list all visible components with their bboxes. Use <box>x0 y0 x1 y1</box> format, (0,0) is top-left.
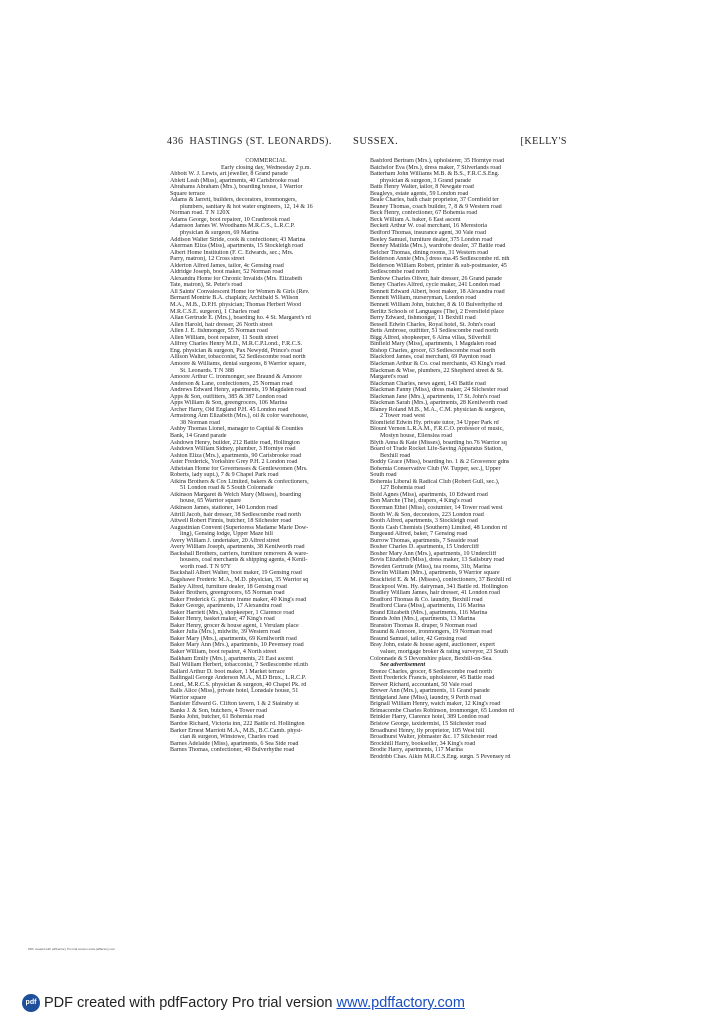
footer-label: PDF created with pdfFactory Pro trial version <box>44 995 333 1011</box>
directory-entry-line: Beale Charles, bath chair proprietor, 37 Cornfield ter <box>370 197 499 204</box>
directory-entry-line: ling), Gensing lodge, Upper Maze hill <box>180 531 273 538</box>
directory-entry-line: Roberts, lady supt.), 7 & 9 Chapel Park road <box>170 472 279 479</box>
directory-entry-line: physician & surgeon, 3 Grand parade <box>380 177 471 184</box>
directory-entry-line: Brodribb Chas. Aikin M.R.C.S.Eng. surgn. 5 Pevensey rd <box>370 753 511 760</box>
directory-entry-line: Balls Alice (Miss), private hotel, Lonsdale house, 51 <box>170 688 299 695</box>
directory-entry-line: Blackman Arthur & Co. coal merchants, 43 King's road <box>370 360 506 367</box>
directory-entry-line: Colonnade & 5 Devonshire place, Bexhill-on-Sea. <box>370 655 493 662</box>
directory-entry-line: Blyth Anna & Kate (Misses), boarding ho.76 Warrior sq <box>370 439 507 446</box>
directory-entry-line: Brockhill Harry, bookseller, 34 King's road <box>370 740 476 747</box>
directory-entry-line: Andrews Edward Henry, apartments, 19 Magdalen road <box>170 387 306 394</box>
directory-entry-line: Bagshawe Frederic M.A., M.D. physician, 35 Warrior sq <box>170 577 309 583</box>
directory-entry-line: Aster Frederick, Yorkshire Grey P.H. 2 London road <box>170 459 298 466</box>
directory-entry-line: Blount Vernon L.R.A.M., F.R.C.O. professor of music, <box>370 426 504 433</box>
directory-entry-line: Banks J. & Son, butchers, 4 Tower road <box>170 707 267 714</box>
directory-entry-line: Brodie Harry, apartments, 117 Marina <box>370 747 463 754</box>
directory-entry-line: 2 Tower road west <box>380 413 425 420</box>
directory-entry-line: Armstrong Ann Elizabeth (Mrs.), oil & color warehouse, <box>170 413 309 420</box>
directory-entry-line: Board of Trade Rocket Life-Saving Apparatus Station, <box>370 446 503 453</box>
directory-entry-line: Broadhurst Walter, jobmaster &c. 17 Silchester road <box>370 734 498 741</box>
directory-entry-line: Atkinson James, stationer, 140 London road <box>170 504 278 511</box>
directory-entry-line: Barnes Thomas, confectioner, 49 Bulverhythe road <box>170 747 295 754</box>
directory-entry-line: Eng. physician & surgeon, Pax Newydd, Prince's road <box>170 347 302 354</box>
directory-entry-line: Binfield Mary (Miss), apartments, 1 Magdalen road <box>370 341 497 348</box>
directory-entry-line: Bovis Elizabeth (Miss), dress maker, 13 Salisbury road <box>370 557 505 564</box>
directory-entry-line: Norman road. T N 120X <box>170 210 230 217</box>
directory-entry-line: Brimacombe Charles Robinson, ironmonger, 65 London rd <box>370 707 514 714</box>
directory-entry-line: Breeze Charles, grocer, 8 Sedlescombe road north <box>370 668 492 675</box>
directory-entry-line: Barker Ernest Marriott M.A., M.B., B.C.Camb. physi- <box>170 727 303 734</box>
directory-entry-line: Brett Frederick Francis, upholsterer, 45 Battle road <box>370 675 495 682</box>
directory-entry-line: Beney Charles Alfred, cycle maker, 241 London road <box>370 282 501 289</box>
directory-entry-line: Beagleys, estate agents, 59 London road <box>370 190 469 197</box>
directory-entry-line: Atkinson Margaret & Welch Mary (Misses), boarding <box>170 491 302 498</box>
directory-entry-line: Broadhurst Henry, fly proprietor, 105 West hill <box>370 727 485 734</box>
directory-entry-line: Abbott W. J. Lewis, art jeweller, 8 Grand parade <box>170 171 288 178</box>
directory-entry-line: physician & surgeon, 69 Marina <box>180 230 259 237</box>
directory-entry-line: house, 65 Warrior square <box>180 498 241 505</box>
directory-entry-line: Allfrey Charles Henry M.D., M.R.C.P.Lond., F.R.C.S. <box>170 341 303 348</box>
directory-entry-line: Bailey Alfred, furniture dealer, 18 Gensing road <box>170 583 287 590</box>
directory-entry-line: Bosher Mary Ann (Mrs.), apartments, 10 Undercliff <box>370 550 497 557</box>
directory-entry-line: Benbow Charles Oliver, hair dresser, 26 Grand parade <box>370 275 503 282</box>
directory-entry-line: housers, coal merchants & shipping agents, 4 Kenil- <box>180 557 308 564</box>
directory-entry-line: Bank, 14 Grand parade <box>170 432 227 439</box>
directory-entry-line: Ablett Leah (Miss), apartments, 40 Carisbrooke road <box>170 177 299 184</box>
directory-entry-line: Boorman Ethel (Miss), costumier, 14 Tower road west <box>370 504 503 511</box>
directory-entry-line: Blackman Fanny (Miss), dress maker, 24 Silchester road <box>370 387 509 394</box>
directory-entry-line: Baker William, boot repairer, 4 North street <box>170 649 277 656</box>
directory-entry-line: Blackman Jane (Mrs.), apartments, 17 St. John's road <box>370 393 500 400</box>
directory-entry-line: Brewer Richard, accountant, 50 Vale road <box>370 681 472 688</box>
directory-entry-line: Booth Alfred, apartments, 3 Stockleigh road <box>370 518 478 525</box>
page-header <box>167 136 567 152</box>
directory-entry-line: Lond., M.R.C.S. physician & surgeon, 40 Chapel Pk. rd <box>170 681 307 688</box>
tiny-watermark-note: PDF created with pdfFactory Pro trial version www.pdffactory.com <box>28 947 116 951</box>
directory-entry-line: Betts Ambrose, outfitter, 51 Sedlescombe road north <box>370 328 499 335</box>
footer-link[interactable]: www.pdffactory.com <box>336 995 465 1011</box>
directory-entry-line: Backshall Albert Walter, boot maker, 19 Gensing road <box>170 570 302 577</box>
directory-entry-line: Adams George, boot repairer, 10 Cranbrook road <box>170 216 290 223</box>
directory-entry-line: Brackpool Wm. Hy. dairyman, 341 Battle rd. Hollington <box>370 583 508 590</box>
directory-entry-line: Allen William, boot repairer, 11 South street <box>170 334 279 341</box>
directory-entry-line: Bohemia Conservative Club (W. Tupper, sec.), Upper <box>370 465 501 472</box>
directory-entry-line: Baker Mary (Mrs.), apartments, 69 Kenilworth road <box>170 635 297 642</box>
county-name: SUSSEX. <box>353 136 399 147</box>
directory-entry-line: Bradley William James, hair dresser, 41 London road <box>370 590 500 597</box>
directory-entry-line: Atheistan Home for Governesses & Gentlewomen (Mrs. <box>170 465 308 472</box>
directory-entry-line: Berlitz Schools of Languages (The), 2 Eversfield place <box>370 308 505 315</box>
directory-entry-line: Balkham Emily (Mrs.), apartments, 21 East ascent <box>170 655 294 662</box>
directory-entry-line: Batterham John Williams M.B. & B.S., F.R.C.S.Eng. <box>370 171 500 178</box>
directory-entry-line: Baker Henry, basket maker, 47 King's road <box>170 616 275 623</box>
directory-entry-line: Baker Harriett (Mrs.), shopkeeper, 1 Clarence road <box>170 609 295 616</box>
page-number: 436 <box>167 136 184 147</box>
town-name: HASTINGS (ST. LEONARDS). <box>189 136 332 147</box>
directory-entry-line: Allen J. E. fishmonger, 55 Norman road <box>170 328 268 335</box>
directory-entry-line: Berry Edward, fishmonger, 11 Bexhill road <box>370 315 476 322</box>
right-directory-column <box>370 158 570 760</box>
directory-entry-line: Baker George, apartments, 17 Alexandra road <box>170 603 282 610</box>
directory-entry-line: Boots Cash Chemists (Southern) Limited, 48 London rd <box>370 524 507 531</box>
directory-entry-line: Brignall William Henry, watch maker, 12 King's road <box>370 701 501 708</box>
directory-entry-line: Bold Agnes (Miss), apartments, 10 Edward road <box>370 491 488 498</box>
directory-entry-line: Bowden Gertrude (Miss), tea rooms, 31b, Marina <box>370 563 491 570</box>
section-heading: COMMERCIAL <box>245 158 287 164</box>
directory-entry-line: Braund Samuel, tailor, 42 Gensing road <box>370 635 467 642</box>
directory-entry-line: Batchelor Eva (Mrs.), dress maker, 7 Silverlands road <box>370 164 502 171</box>
directory-entry-line: Bessell Edwin Charles, Royal hotel, St. John's road <box>370 321 495 328</box>
pdf-footer <box>22 992 712 1016</box>
directory-entry-line: Bishop Charles, grocer, 63 Sedlescombe road north <box>370 347 496 354</box>
directory-entry-line: Bradford Clara (Miss), apartments, 116 Marina <box>370 603 486 610</box>
directory-entry-line: Blomfield Edwin Hy. private tutor, 34 Upper Park rd <box>370 419 499 426</box>
directory-entry-line: Bohemia Liberal & Radical Club (Robert Gull, sec.), <box>370 478 500 485</box>
directory-entry-line: Adamson James W. Woodhams M.R.C.S., L.R.C.P. <box>170 223 295 230</box>
directory-entry-line: Anderson & Lane, confectioners, 25 Norman road <box>170 380 293 387</box>
directory-entry-line: Bardoe Richard, Victoria inn, 222 Battle rd. Hollington <box>170 721 305 728</box>
directory-entry-line: plumbers, sanitary & hot water engineers, 12, 14 & 16 <box>180 203 313 210</box>
directory-entry-line: Apps William & Son, greengrocers, 106 Marina <box>170 400 288 407</box>
directory-entry-line: 51 London road & 5 South Colonnade <box>180 485 274 492</box>
directory-entry-line: Beeney Matilda (Mrs.), wardrobe dealer, 37 Battle road <box>370 243 506 250</box>
directory-entry-line: Parry, matron), 12 Cross street <box>170 256 245 263</box>
directory-entry-line: Bosher Charles D. apartments, 15 Undercliff <box>370 544 480 551</box>
directory-entry-line: See advertisement <box>380 662 426 669</box>
directory-entry-line: Baker Julia (Mrs.), midwife, 39 Western road <box>170 629 281 636</box>
publisher-name: [KELLY'S <box>520 136 567 147</box>
directory-entry-line: Ball William Herbert, tobacconist, 7 Sedlescombe rd.nth <box>170 662 308 669</box>
directory-entry-line: Allen Harold, hair dresser, 26 North street <box>170 321 273 328</box>
directory-entry-line: Blackman Charles, news agent, 143 Battle road <box>370 380 486 387</box>
directory-entry-line: Burgeaud Alfred, baker, 7 Gensing road <box>370 531 468 538</box>
left-directory-column <box>170 158 362 754</box>
directory-entry-line: Brands John (Mrs.), apartments, 13 Marina <box>370 616 476 623</box>
directory-entry-line: Adams & Jarrett, builders, decorators, ironmongers, <box>170 197 297 204</box>
page-number-and-town <box>167 136 332 147</box>
directory-entry-line: Baker Henry, grocer & house agent, 1 Verulam place <box>170 622 299 629</box>
directory-entry-line: valuer, mortgage broker & rating surveyor, 23 South <box>380 649 508 656</box>
directory-entry-line: 38 Norman road <box>180 419 220 426</box>
directory-entry-line: cian & surgeon, Winstowe, Charles road <box>180 734 279 741</box>
directory-entry-line: Margaret's road <box>370 374 409 381</box>
directory-entry-line: Banister Edward G. Clifton tavern, 1 & 2 Stainsby st <box>170 701 299 708</box>
directory-entry-line: Ashton Eliza (Mrs.), apartments, 90 Carisbrooke road <box>170 452 302 459</box>
directory-entry-line: All Saints' Convalescent Home for Women & Girls (Rev. <box>170 288 310 295</box>
directory-entry-line: Baker Mary Ann (Mrs.), apartments, 10 Pevensey road <box>170 642 304 649</box>
directory-entry-line: Abrahams Abraham (Mrs.), boarding house, 1 Warrior <box>170 184 303 191</box>
directory-entry-line: Belderson William Robert, printer & sub-postmaster, 45 <box>370 262 507 269</box>
directory-entry-line: Akerman Eliza (Miss), apartments, 15 Stockleigh road <box>170 243 304 250</box>
directory-entry-line: Square terrace <box>170 190 206 197</box>
directory-entry-line: Beaney Thomas, coach builder, 7, 8 & 9 Western road <box>370 203 502 210</box>
directory-entry-line: Blackman Sarah (Mrs.), apartments, 28 Kenilworth road <box>370 400 508 407</box>
directory-entry-line: Aldridge Joseph, boot maker, 52 Norman road <box>170 269 284 276</box>
directory-entry-line: Bashford Bertram (Mrs.), upholsterer, 35 Horntye road <box>370 158 504 164</box>
directory-entry-line: St. Leonards. T N 388 <box>180 367 234 374</box>
directory-entry-line: Avery William Joseph, apartments, 38 Kenilworth road <box>170 544 305 551</box>
directory-entry-line: Ashby Thomas Lionel, manager to Capital & Counties <box>170 426 304 433</box>
directory-entry-line: Barnes Adelaide (Miss), apartments, 6 Sea Side road <box>170 740 299 747</box>
directory-entry-line: Bridgeland Jane (Miss), laundry, 9 Perth road <box>370 694 481 701</box>
directory-entry-line: Amoore Arthur C. ironmonger, see Braund & Amoore <box>170 374 302 381</box>
directory-entry-line: South road <box>370 472 397 479</box>
directory-entry-line: Alderton Alfred James, tailor, 4c Gensing road <box>170 262 284 269</box>
closing-day-note: Early closing day, Wednesday 2 p.m. <box>220 164 312 171</box>
directory-entry-line: Braund & Amoore, ironmongers, 19 Norman road <box>370 629 493 636</box>
directory-entry-line: Warrior square <box>170 694 207 701</box>
directory-entry-line: Allison Walter, tobacconist, 52 Sedlescombe road north <box>170 354 306 361</box>
directory-entry-line: Mostyn house, Ellenslea road <box>380 432 453 439</box>
directory-entry-line: Bennett William, nurseryman, London road <box>370 295 477 302</box>
directory-entry-line: Tate, matron), St. Peter's road <box>170 282 243 289</box>
directory-entry-line: Bernard Montrie B.A. chaplain; Archibald S. Wilson <box>170 295 299 302</box>
directory-entry-line: Bennett Edward Albert, boot maker, 18 Alexandra road <box>370 288 505 295</box>
directory-entry-line: Bradford Thomas & Co. laundry, Bexhill road <box>370 596 483 603</box>
directory-entry-line: M.A., M.B., D.P.H. physician; Thomas Herbert Wood <box>170 302 302 309</box>
directory-entry-line: Batts Henry Walter, tailor, 8 Newgate road <box>370 184 474 191</box>
directory-entry-line: 127 Bohemia road <box>380 485 426 492</box>
directory-entry-line: Blackford James, coal merchant, 69 Paynton road <box>370 354 492 361</box>
directory-entry-line: Apps & Son, outfitters, 385 & 387 London road <box>170 393 288 400</box>
directory-entry-line: Atkins Brothers & Cox Limited, bakers & confectioners, <box>170 478 309 485</box>
directory-entry-line: Backshall Brothers, carriers, furniture removers & ware- <box>170 550 309 557</box>
directory-entry-line: Bexhill road <box>380 452 411 459</box>
directory-entry-line: Ballard Arthur D. boot maker, 1 Market terrace <box>170 668 285 675</box>
directory-entry-line: Brackfield E. & M. (Misses), confectioners, 37 Bexhill rd <box>370 577 511 583</box>
directory-entry-line: Blaney Roland M.B., M.A., C.M. physician & surgeon, <box>370 406 506 413</box>
directory-entry-line: Bedford Thomas, insurance agent, 30 Vale road <box>370 230 486 237</box>
pdf-logo-icon: pdf <box>22 994 40 1012</box>
directory-entry-line: Bigg Alfred, shopkeeper, 6 Alma villas, Silverhill <box>370 334 491 341</box>
directory-entry-line: Blackman & Wise, plumbers, 22 Shepherd street & St. <box>370 367 504 374</box>
directory-entry-line: Allan Gertrude E. (Mrs.), boarding ho. 4 St. Margaret's rd <box>170 315 311 322</box>
directory-entry-line: Attrill Jacob, hair dresser, 38 Sedlescombe road north <box>170 511 301 518</box>
directory-entry-line: Bennett William John, butcher, 8 & 10 Bulverhythe rd <box>370 302 503 309</box>
directory-entry-line: Banks John, butcher, 61 Bohemia road <box>170 714 265 721</box>
directory-entry-line: Alexandra Home for Chronic Invalids (Mrs. Elizabeth <box>170 275 303 282</box>
directory-entry-line: Addison Walter Stride, cook & confectioner, 43 Marina <box>170 236 306 243</box>
directory-entry-line: worth road. T N 97Y <box>180 563 232 570</box>
directory-entry-line: Bowlin William (Mrs.), apartments, 9 Warrior square <box>370 570 500 577</box>
directory-entry-line: Brewer Ann (Mrs.), apartments, 11 Grand parade <box>370 688 490 695</box>
directory-entry-line: Baker Brothers, greengrocers, 65 Norman road <box>170 590 285 597</box>
directory-entry-line: Brand Elizabeth (Mrs.), apartments, 116 Marina <box>370 609 488 616</box>
directory-entry-line: Beck Henry, confectioner, 67 Bohemia road <box>370 210 478 217</box>
directory-entry-line: Bon Marche (The), drapers, 4 King's road <box>370 498 472 505</box>
directory-entry-line: Avery William J. undertaker, 20 Alfred street <box>170 537 280 544</box>
directory-entry-line: Augustinian Convent (Superioress Madame Marie Dow- <box>170 524 309 531</box>
directory-entry-line: Branston Thomas R. draper, 9 Norman road <box>370 622 477 629</box>
directory-entry-line: Ashdown William Sidney, plumber, 3 Horntye road <box>170 446 296 453</box>
directory-entry-line: Attwell Robert Finnis, butcher, 18 Silchester road <box>170 518 292 525</box>
directory-entry-line: Baker Frederick G. picture frame maker, 40 King's road <box>170 596 307 603</box>
directory-entry-line: Ballingall George Anderson M.A., M.D Brux., L.R.C.P. <box>170 675 306 682</box>
directory-entry-line: Ashdown Henry, builder, 212 Battle road, Hollington <box>170 439 300 446</box>
directory-entry-line: Booth W. & Son, decorators, 223 London road <box>370 511 484 518</box>
directory-entry-line: Beeley Samuel, furniture dealer, 375 London road <box>370 236 493 243</box>
directory-entry-line: Burrow Thomas, apartments, 7 Seaside road <box>370 537 479 544</box>
directory-entry-line: Albert Home Institution (F. C. Edwards, sec.; Mrs. <box>170 249 294 256</box>
directory-entry-line: Sedlescombe road north <box>370 269 429 276</box>
directory-entry-line: Boddy Grace (Miss), boarding ho. 1 & 2 Grosvenor gdns <box>370 459 510 466</box>
directory-entry-line: Beckett Arthur W. coal merchant, 16 Merestoria <box>370 223 488 230</box>
directory-entry-line: Bray John, estate & house agent, auctioneer, expert <box>370 642 495 649</box>
directory-entry-line: M.R.C.S.E. surgeon), 1 Charles road <box>170 308 260 315</box>
directory-entry-line: Archer Harry, Old England P.H. 45 London road <box>170 406 289 413</box>
directory-entry-line: Belderson Annie (Mrs.) dress ma.45 Sedlescombe rd. nth <box>370 256 510 263</box>
directory-entry-line: Beck William A. baker, 6 East ascent <box>370 216 461 223</box>
directory-entry-line: Amoore & Williams, dental surgeons, 8 Warrior square, <box>170 360 307 367</box>
footer-text <box>44 995 465 1011</box>
directory-entry-line: Belcher Thomas, dining rooms, 31 Western road <box>370 249 489 256</box>
directory-entry-line: Brinkler Harry, Clarence hotel, 389 London road <box>370 714 490 721</box>
directory-entry-line: Bristow George, taxidermist, 15 Silchester road <box>370 721 487 728</box>
